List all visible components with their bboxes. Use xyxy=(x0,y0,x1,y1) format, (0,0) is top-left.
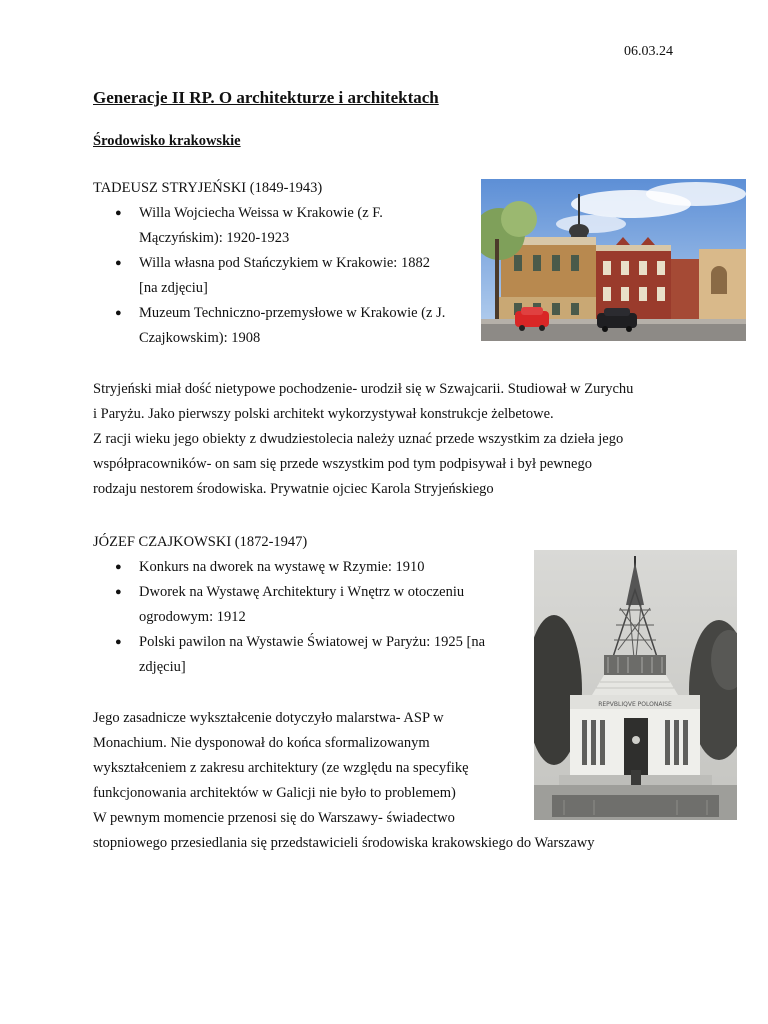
pavilion-inscription: REPVBLIQVE POLONAISE xyxy=(598,701,672,708)
list-item: ● Willa Wojciecha Weissa w Krakowie (z F. Mączyńskim): 1920-1923 xyxy=(93,201,473,251)
list-item: ● Muzeum Techniczno-przemysłowe w Krakowie (z J. Czajkowskim): 1908 xyxy=(93,301,473,351)
list-item: ● Polski pawilon na Wystawie Światowej w Paryżu: 1925 [na zdjęciu] xyxy=(93,630,523,680)
photo-stryjenski-villa xyxy=(481,179,746,341)
list-item: ● Willa własna pod Stańczykiem w Krakowie: 1882 [na zdjęciu] xyxy=(93,251,473,301)
architect-heading-stryjenski: TADEUSZ STRYJEŃSKI (1849-1943) xyxy=(93,180,323,196)
architect-heading-czajkowski: JÓZEF CZAJKOWSKI (1872-1947) xyxy=(93,534,308,550)
section-subtitle: Środowisko krakowskie xyxy=(93,133,241,149)
list-item: ● Dworek na Wystawę Architektury i Wnętrz w otoczeniu ogrodowym: 1912 xyxy=(93,580,523,630)
list-item: ● Konkurs na dworek na wystawę w Rzymie: 1910 xyxy=(93,555,523,580)
works-list-czajkowski xyxy=(93,555,523,680)
works-list-stryjenski xyxy=(93,201,473,351)
document-title: Generacje II RP. O architekturze i architektach xyxy=(93,88,439,107)
document-date: 06.03.24 xyxy=(624,44,673,59)
paragraph-czajkowski-bio: Jego zasadnicze wykształcenie dotyczyło malarstwa- ASP w Monachium. Nie dysponował do końca sformalizowanym wykształceniem z zakresu architektury (ze względu na specyfikę funkcjonowania architektów w Galicji nie było to problemem) W pewnym momencie przenosi się do Warszawy- świadectwo stopniowego przesiedlania się przedstawicieli środowiska krakowskiego do Warszawy xyxy=(93,710,595,851)
paragraph-stryjenski-bio: Stryjeński miał dość nietypowe pochodzenie- urodził się w Szwajcarii. Studiował w Zurychu i Paryżu. Jako pierwszy polski architekt wykorzystywał konstrukcje żelbetowe. Z racji wieku jego obiekty z dwudziestolecia należy uznać przede wszystkim za dzieła jego współpracowników- on sam się przede wszystkim pod tym podpisywał i był pewnego rodzaju nestorem środowiska. Prywatnie ojciec Karola Stryjeńskiego xyxy=(93,381,634,497)
